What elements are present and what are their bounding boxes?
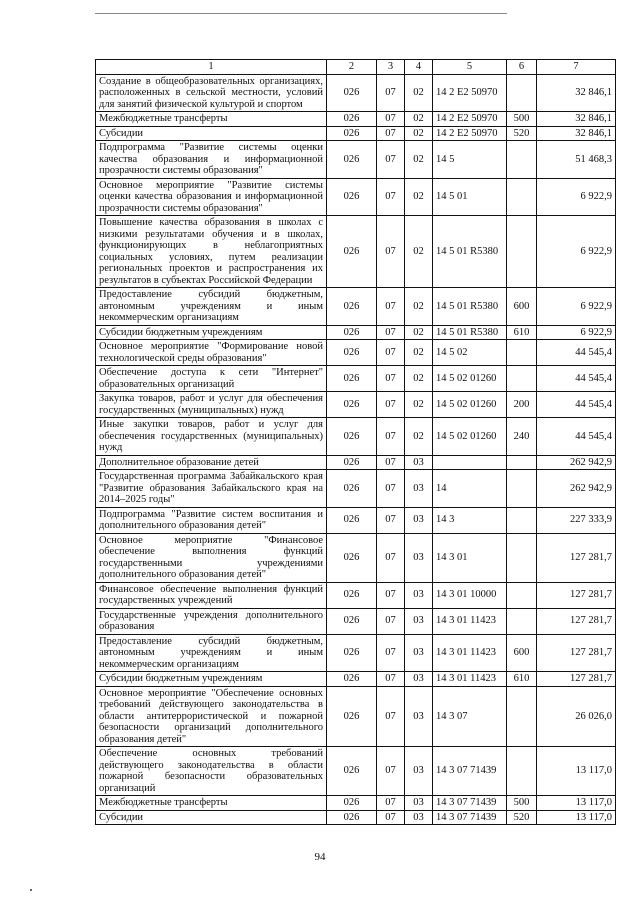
row-name: Подпрограмма "Развитие систем воспитания и дополнительного образования детей" [96, 507, 327, 533]
row-name: Межбюджетные трансферты [96, 112, 327, 127]
row-name: Дополнительное образование детей [96, 455, 327, 470]
expense-type-code [507, 686, 537, 747]
section-code: 07 [377, 340, 405, 366]
amount: 127 281,7 [537, 672, 616, 687]
target-article-code: 14 5 02 01260 [433, 392, 507, 418]
section-code: 07 [377, 112, 405, 127]
target-article-code: 14 5 01 R5380 [433, 216, 507, 288]
header-cell: 7 [537, 60, 616, 75]
ministry-code: 026 [327, 126, 377, 141]
amount: 127 281,7 [537, 634, 616, 672]
target-article-code: 14 3 07 [433, 686, 507, 747]
header-row [96, 60, 616, 75]
top-rule [95, 13, 507, 14]
section-code: 07 [377, 747, 405, 796]
subsection-code: 03 [405, 470, 433, 508]
subsection-code: 03 [405, 634, 433, 672]
amount: 13 117,0 [537, 796, 616, 811]
table-row [96, 686, 616, 747]
amount: 127 281,7 [537, 582, 616, 608]
section-code: 07 [377, 178, 405, 216]
ministry-code: 026 [327, 533, 377, 582]
table-row [96, 470, 616, 508]
table-row [96, 112, 616, 127]
row-name: Субсидии бюджетным учреждениям [96, 672, 327, 687]
table-row [96, 796, 616, 811]
subsection-code: 02 [405, 418, 433, 456]
ministry-code: 026 [327, 288, 377, 326]
row-name: Создание в общеобразовательных организациях, расположенных в сельской местности, условий для занятий физической культурой и спортом [96, 74, 327, 112]
amount: 13 117,0 [537, 810, 616, 825]
ministry-code: 026 [327, 178, 377, 216]
ministry-code: 026 [327, 672, 377, 687]
amount: 127 281,7 [537, 533, 616, 582]
section-code: 07 [377, 418, 405, 456]
table-row [96, 288, 616, 326]
amount: 6 922,9 [537, 216, 616, 288]
header-cell: 2 [327, 60, 377, 75]
section-code: 07 [377, 634, 405, 672]
target-article-code: 14 2 Е2 50970 [433, 126, 507, 141]
ministry-code: 026 [327, 366, 377, 392]
ministry-code: 026 [327, 507, 377, 533]
target-article-code: 14 5 01 R5380 [433, 288, 507, 326]
subsection-code: 02 [405, 340, 433, 366]
subsection-code: 03 [405, 672, 433, 687]
ministry-code: 026 [327, 796, 377, 811]
target-article-code: 14 5 02 [433, 340, 507, 366]
amount: 6 922,9 [537, 288, 616, 326]
ministry-code: 026 [327, 418, 377, 456]
subsection-code: 03 [405, 582, 433, 608]
subsection-code: 03 [405, 686, 433, 747]
amount: 26 026,0 [537, 686, 616, 747]
ministry-code: 026 [327, 747, 377, 796]
amount: 51 468,3 [537, 141, 616, 179]
subsection-code: 03 [405, 810, 433, 825]
target-article-code: 14 2 Е2 50970 [433, 74, 507, 112]
target-article-code: 14 3 01 [433, 533, 507, 582]
amount: 127 281,7 [537, 608, 616, 634]
header-cell: 5 [433, 60, 507, 75]
amount: 44 545,4 [537, 340, 616, 366]
row-name: Финансовое обеспечение выполнения функций государственных учреждений [96, 582, 327, 608]
amount: 262 942,9 [537, 455, 616, 470]
section-code: 07 [377, 392, 405, 418]
subsection-code: 02 [405, 216, 433, 288]
table-row [96, 141, 616, 179]
target-article-code: 14 3 [433, 507, 507, 533]
table-body [96, 74, 616, 825]
section-code: 07 [377, 582, 405, 608]
ministry-code: 026 [327, 810, 377, 825]
section-code: 07 [377, 141, 405, 179]
ministry-code: 026 [327, 582, 377, 608]
target-article-code: 14 5 02 01260 [433, 418, 507, 456]
header-cell: 3 [377, 60, 405, 75]
table-row [96, 455, 616, 470]
ministry-code: 026 [327, 634, 377, 672]
ministry-code: 026 [327, 340, 377, 366]
target-article-code: 14 3 07 71439 [433, 796, 507, 811]
subsection-code: 02 [405, 288, 433, 326]
row-name: Субсидии бюджетным учреждениям [96, 325, 327, 340]
subsection-code: 03 [405, 608, 433, 634]
expense-type-code: 240 [507, 418, 537, 456]
expense-type-code [507, 216, 537, 288]
amount: 44 545,4 [537, 366, 616, 392]
target-article-code: 14 [433, 470, 507, 508]
row-name: Основное мероприятие "Развитие системы оценки качества образования и информационной прозрачности системы образования" [96, 178, 327, 216]
expense-type-code [507, 340, 537, 366]
table-row [96, 747, 616, 796]
target-article-code: 14 3 01 10000 [433, 582, 507, 608]
amount: 6 922,9 [537, 178, 616, 216]
subsection-code: 02 [405, 126, 433, 141]
section-code: 07 [377, 288, 405, 326]
section-code: 07 [377, 325, 405, 340]
subsection-code: 03 [405, 507, 433, 533]
row-name: Основное мероприятие "Обеспечение основных требований действующего законодательства в области антитеррористической и пожарной безопасности организаций дополнительного образования детей" [96, 686, 327, 747]
expense-type-code [507, 141, 537, 179]
expense-type-code: 600 [507, 634, 537, 672]
row-name: Субсидии [96, 810, 327, 825]
section-code: 07 [377, 455, 405, 470]
subsection-code: 02 [405, 74, 433, 112]
ministry-code: 026 [327, 470, 377, 508]
expense-type-code: 500 [507, 796, 537, 811]
table-row [96, 608, 616, 634]
section-code: 07 [377, 810, 405, 825]
table-row [96, 392, 616, 418]
table-row [96, 366, 616, 392]
table-row [96, 533, 616, 582]
table-row [96, 672, 616, 687]
section-code: 07 [377, 507, 405, 533]
subsection-code: 02 [405, 392, 433, 418]
ministry-code: 026 [327, 686, 377, 747]
section-code: 07 [377, 366, 405, 392]
amount: 227 333,9 [537, 507, 616, 533]
target-article-code: 14 3 01 11423 [433, 634, 507, 672]
ministry-code: 026 [327, 608, 377, 634]
target-article-code: 14 5 02 01260 [433, 366, 507, 392]
amount: 44 545,4 [537, 392, 616, 418]
expense-type-code: 610 [507, 325, 537, 340]
section-code: 07 [377, 74, 405, 112]
row-name: Субсидии [96, 126, 327, 141]
header-cell: 1 [96, 60, 327, 75]
subsection-code: 02 [405, 325, 433, 340]
section-code: 07 [377, 796, 405, 811]
subsection-code: 02 [405, 178, 433, 216]
row-name: Межбюджетные трансферты [96, 796, 327, 811]
amount: 32 846,1 [537, 74, 616, 112]
target-article-code: 14 3 07 71439 [433, 747, 507, 796]
table-row [96, 418, 616, 456]
target-article-code: 14 5 [433, 141, 507, 179]
row-name: Государственная программа Забайкальского края "Развитие образования Забайкальского края на 2014–2025 годы" [96, 470, 327, 508]
table-row [96, 126, 616, 141]
table-row [96, 74, 616, 112]
amount: 13 117,0 [537, 747, 616, 796]
ministry-code: 026 [327, 112, 377, 127]
expense-type-code [507, 582, 537, 608]
target-article-code: 14 2 Е2 50970 [433, 112, 507, 127]
header-cell: 6 [507, 60, 537, 75]
row-name: Повышение качества образования в школах с низкими результатами обучения и в школах, функционирующих в неблагоприятных социальных условиях, путем реализации региональных проектов и распространения их результатов в субъектах Российской Федерации [96, 216, 327, 288]
table-row [96, 582, 616, 608]
expense-type-code: 520 [507, 126, 537, 141]
subsection-code: 02 [405, 366, 433, 392]
amount: 32 846,1 [537, 112, 616, 127]
ministry-code: 026 [327, 74, 377, 112]
ministry-code: 026 [327, 455, 377, 470]
ministry-code: 026 [327, 216, 377, 288]
amount: 32 846,1 [537, 126, 616, 141]
target-article-code: 14 5 01 [433, 178, 507, 216]
subsection-code: 03 [405, 533, 433, 582]
target-article-code: 14 3 07 71439 [433, 810, 507, 825]
expense-type-code [507, 366, 537, 392]
subsection-code: 02 [405, 112, 433, 127]
expense-type-code: 200 [507, 392, 537, 418]
table-row [96, 810, 616, 825]
expense-type-code [507, 507, 537, 533]
expense-type-code [507, 608, 537, 634]
expense-type-code [507, 74, 537, 112]
expense-type-code [507, 470, 537, 508]
section-code: 07 [377, 672, 405, 687]
table-row [96, 507, 616, 533]
table-row [96, 634, 616, 672]
expense-type-code [507, 178, 537, 216]
row-name: Закупка товаров, работ и услуг для обеспечения государственных (муниципальных) нужд [96, 392, 327, 418]
row-name: Основное мероприятие "Финансовое обеспечение выполнения функций государственными учреждениями дополнительного образования детей" [96, 533, 327, 582]
expense-type-code [507, 455, 537, 470]
table-row [96, 178, 616, 216]
ministry-code: 026 [327, 392, 377, 418]
table-row [96, 216, 616, 288]
row-name: Обеспечение доступа к сети "Интернет" образовательных организаций [96, 366, 327, 392]
section-code: 07 [377, 686, 405, 747]
amount: 262 942,9 [537, 470, 616, 508]
row-name: Иные закупки товаров, работ и услуг для обеспечения государственных (муниципальных) нужд [96, 418, 327, 456]
scan-speck [30, 889, 32, 891]
page-number: 94 [314, 851, 326, 863]
section-code: 07 [377, 126, 405, 141]
row-name: Основное мероприятие "Формирование новой технологической среды образования" [96, 340, 327, 366]
expense-type-code [507, 533, 537, 582]
section-code: 07 [377, 216, 405, 288]
row-name: Предоставление субсидий бюджетным, автономным учреждениям и иным некоммерческим организациям [96, 288, 327, 326]
subsection-code: 03 [405, 747, 433, 796]
row-name: Подпрограмма "Развитие системы оценки качества образования и информационной прозрачности системы образования" [96, 141, 327, 179]
subsection-code: 03 [405, 796, 433, 811]
table-row [96, 325, 616, 340]
amount: 44 545,4 [537, 418, 616, 456]
row-name: Предоставление субсидий бюджетным, автономным учреждениям и иным некоммерческим организациям [96, 634, 327, 672]
expense-type-code: 520 [507, 810, 537, 825]
section-code: 07 [377, 608, 405, 634]
target-article-code: 14 3 01 11423 [433, 608, 507, 634]
target-article-code: 14 5 01 R5380 [433, 325, 507, 340]
expense-type-code: 600 [507, 288, 537, 326]
expense-type-code [507, 747, 537, 796]
section-code: 07 [377, 470, 405, 508]
ministry-code: 026 [327, 325, 377, 340]
table-row [96, 340, 616, 366]
row-name: Обеспечение основных требований действующего законодательства в области пожарной безопасности образовательных организаций [96, 747, 327, 796]
target-article-code [433, 455, 507, 470]
amount: 6 922,9 [537, 325, 616, 340]
target-article-code: 14 3 01 11423 [433, 672, 507, 687]
subsection-code: 03 [405, 455, 433, 470]
subsection-code: 02 [405, 141, 433, 179]
row-name: Государственные учреждения дополнительного образования [96, 608, 327, 634]
expense-type-code: 500 [507, 112, 537, 127]
budget-table [95, 59, 616, 825]
header-cell: 4 [405, 60, 433, 75]
ministry-code: 026 [327, 141, 377, 179]
section-code: 07 [377, 533, 405, 582]
expense-type-code: 610 [507, 672, 537, 687]
